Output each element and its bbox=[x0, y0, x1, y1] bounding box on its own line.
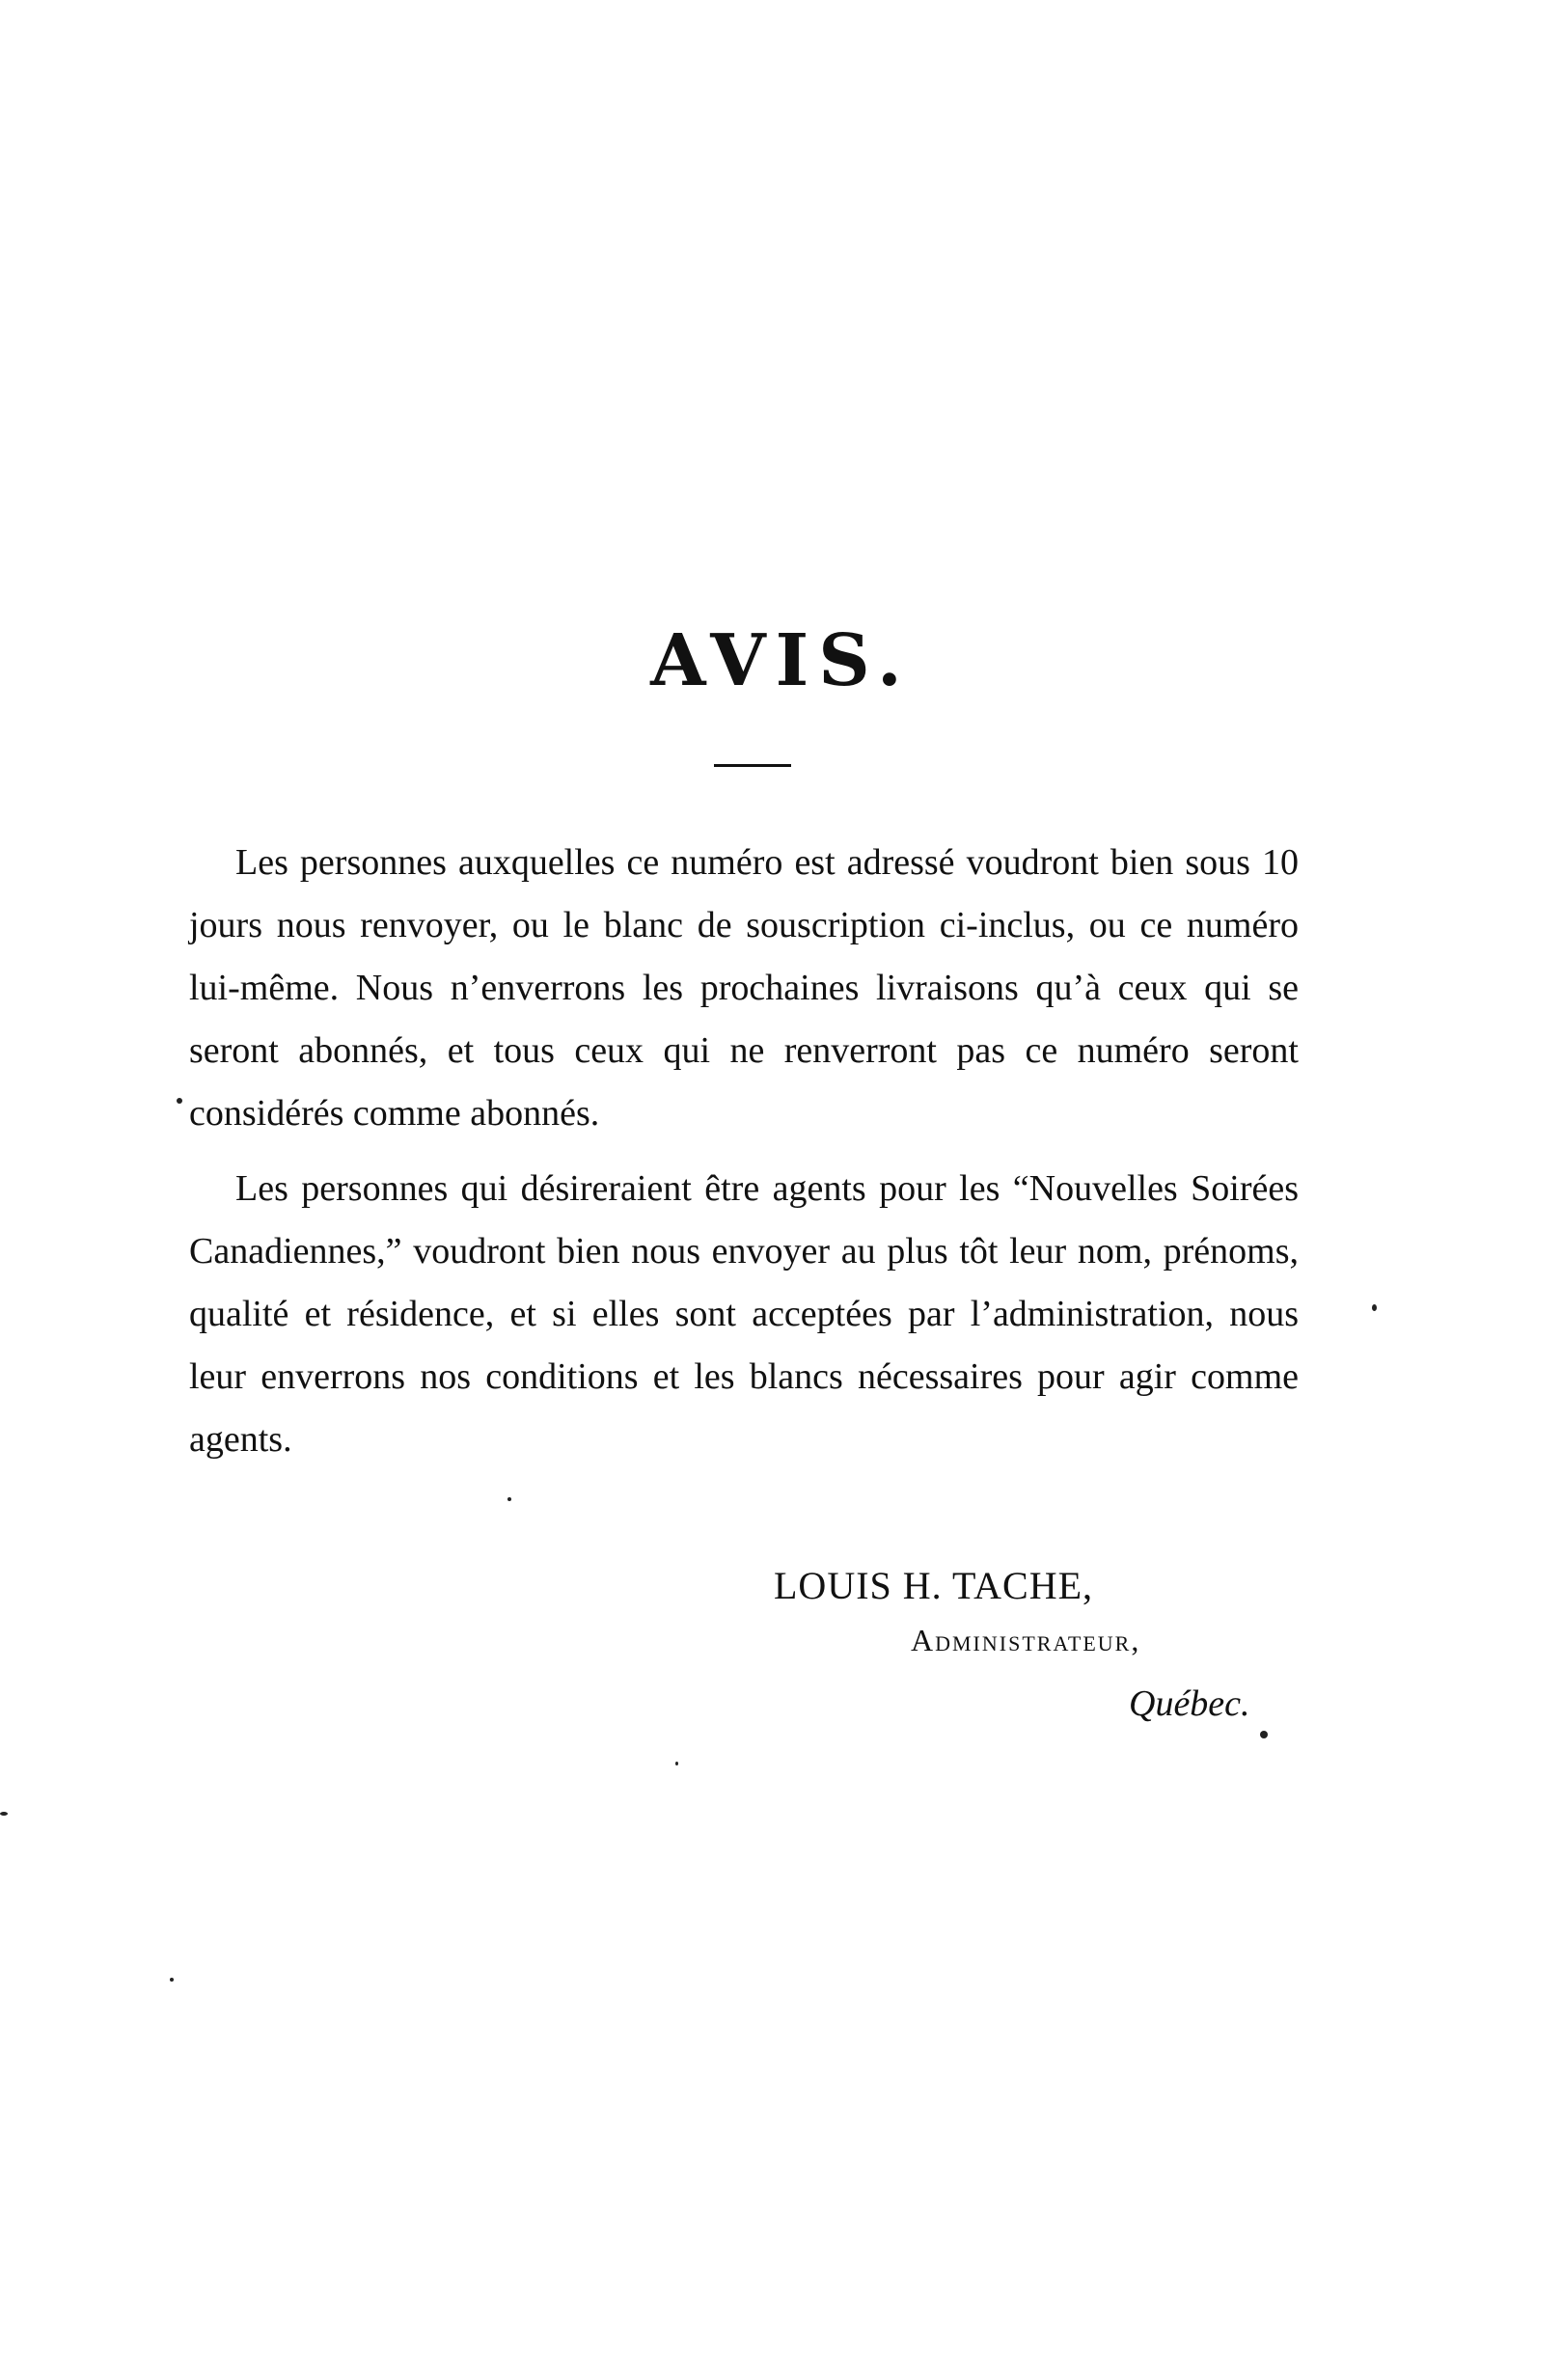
paragraph-agents bbox=[189, 1158, 1299, 1471]
paragraph-agents-text: Les personnes qui désireraient être agents pour les “Nouvelles Soirées Canadiennes,” voudront bien nous envoyer au plus tôt leur nom, prénoms, qualité et résidence, et si elles sont acceptées par l’administration, nous leur enverrons nos conditions et les blancs nécessaires pour agir comme agents. bbox=[189, 1168, 1299, 1460]
signature-name: LOUIS H. TACHE, bbox=[774, 1564, 1094, 1607]
signature-place: Québec. bbox=[1129, 1683, 1250, 1724]
scan-speck bbox=[177, 1098, 182, 1104]
paragraph-subscription bbox=[189, 832, 1299, 1145]
scan-speck bbox=[507, 1497, 511, 1501]
notice-heading: AVIS. bbox=[650, 619, 912, 702]
signature-title: Administrateur, bbox=[911, 1623, 1141, 1657]
scan-speck bbox=[1372, 1304, 1377, 1311]
heading-divider bbox=[714, 764, 791, 767]
scan-speck bbox=[1260, 1731, 1268, 1738]
scan-speck bbox=[675, 1762, 678, 1765]
paragraph-subscription-text: Les personnes auxquelles ce numéro est adressé voudront bien sous 10 jours nous renvoyer, ou le blanc de souscription ci-inclus, ou ce numéro lui-même. Nous n’enverrons les prochaines livraisons qu’à ceux qui se seront abonnés, et tous ceux qui ne renverront pas ce numéro seront considérés comme abonnés. bbox=[189, 842, 1299, 1134]
scan-speck bbox=[0, 1812, 8, 1816]
scan-speck bbox=[170, 1978, 174, 1982]
